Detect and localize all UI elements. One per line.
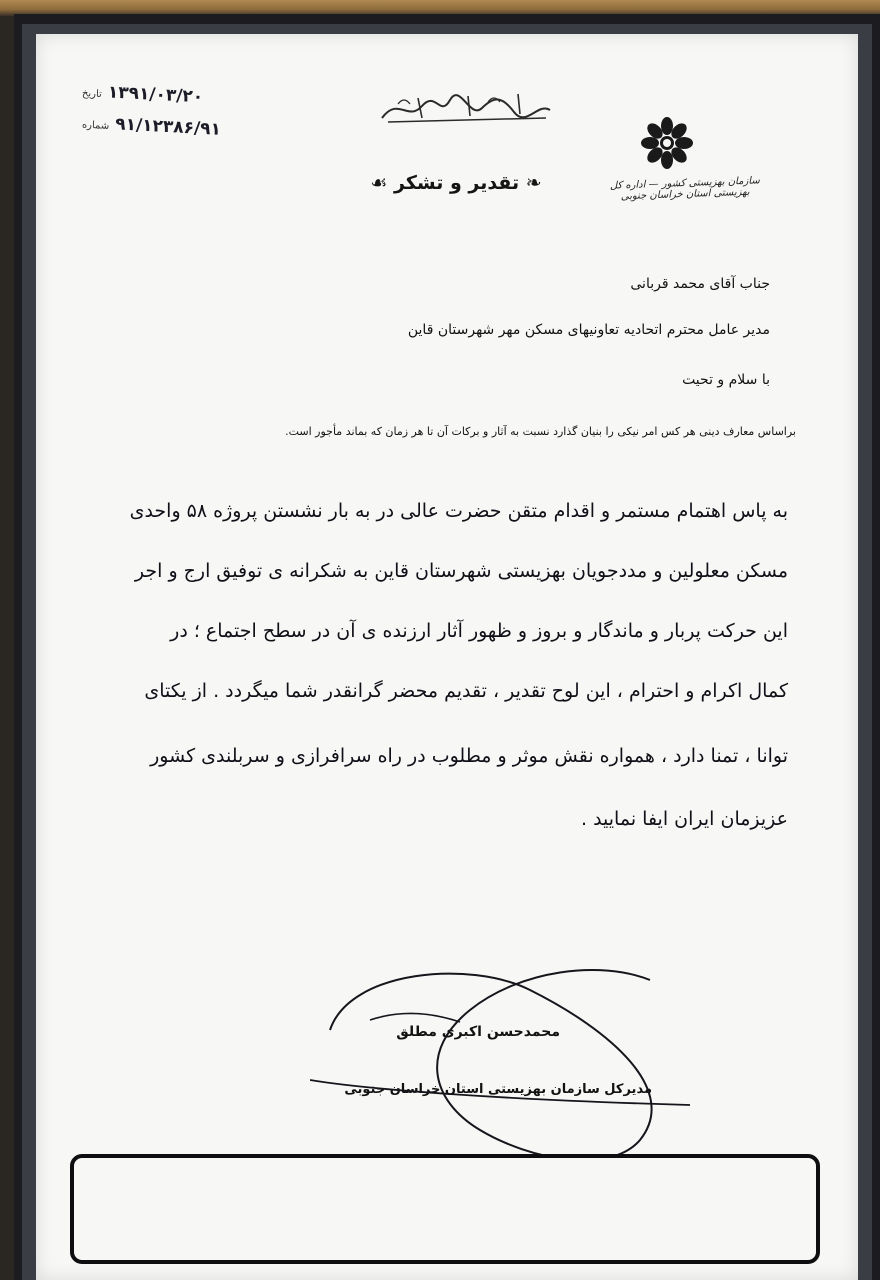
date-label: تاریخ [81,87,103,101]
greeting: با سلام و تحیت [682,372,770,388]
body-line-3: این حرکت پربار و ماندگار و بروز و ظهور آثار ارزنده ی آن در سطح اجتماع ؛ در [170,620,788,642]
date-number-block [76,80,226,146]
body-line-1: به پاس اهتمام مستمر و اقدام متقن حضرت عالی در به بار نشستن پروژه ۵۸ واحدی [129,500,788,522]
number-label: شماره [81,119,110,132]
title-ornament-left: ☙ [370,172,388,194]
number-row [76,112,222,140]
basmala-calligraphy [378,88,554,128]
document-title [356,172,556,194]
title-text: تقدیر و تشکر [394,172,520,194]
opening-quote: براساس معارف دینی هر کس امر نیکی را بنیان گذارد نسبت به آثار و برکات آن تا هر زمان که بماند مأجور است. [285,425,796,438]
recipient-position: مدیر عامل محترم اتحادیه تعاونیهای مسکن مهر شهرستان قاین [407,322,770,338]
redacted-footer-box [70,1154,820,1264]
title-ornament-right: ❧ [519,172,542,194]
date-row [76,81,204,108]
recipient-name: جناب آقای محمد قربانی [630,276,770,292]
body-line-6: عزیزمان ایران ایفا نمایید . [580,808,788,830]
body-line-2: مسکن معلولین و مددجویان بهزیستی شهرستان قاین به شکرانه ی توفیق ارج و اجر [134,560,788,582]
signer-name: محمدحسن اکبری مطلق [396,1024,560,1040]
body-line-4: کمال اکرام و احترام ، این لوح تقدیر ، تقدیم محضر گرانقدر شما میگردد . از یکتای [144,680,788,702]
body-line-5: توانا ، تمنا دارد ، همواره نقش موثر و مطلوب در راه سرافرازی و سربلندی کشور [150,745,788,767]
number-value: ۹۱/۱۲۳۸۶/۹۱ [114,114,222,140]
organization-logo [640,116,694,170]
organization-name: سازمان بهزیستی کشور — اداره کل بهزیستی استان خراسان جنوبی [609,175,760,203]
signer-title: مدیرکل سازمان بهزیستی استان خراسان جنوبی [344,1082,652,1097]
date-value: ۱۳۹۱/۰۳/۲۰ [107,82,204,108]
